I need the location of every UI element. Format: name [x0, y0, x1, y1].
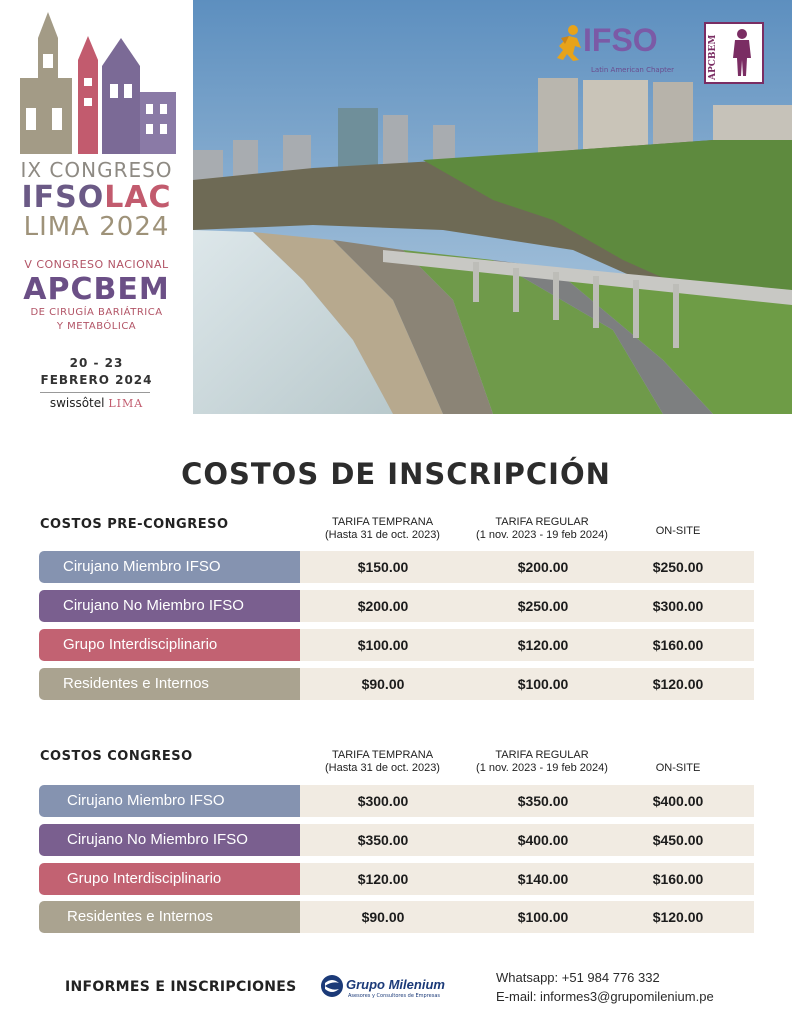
apcbem-logo-text: APCBEM	[708, 34, 718, 80]
row-category: Cirujano Miembro IFSO	[39, 551, 300, 583]
price-onsite: $450.00	[652, 832, 704, 848]
lima-coast-photo	[193, 0, 792, 414]
hotel-divider	[40, 392, 150, 393]
price-early: $120.00	[357, 871, 409, 887]
price-early: $200.00	[357, 598, 409, 614]
price-regular: $100.00	[517, 909, 569, 925]
hotel-name	[0, 396, 193, 410]
row-category: Cirujano No Miembro IFSO	[39, 590, 300, 622]
congress-city-year: LIMA 2024	[23, 212, 170, 242]
congress-edition: IX CONGRESO	[20, 158, 173, 182]
row-category: Grupo Interdisciplinario	[39, 629, 300, 661]
event-dates-days: 20 - 23	[69, 356, 124, 370]
column-header-early-label: TARIFA TEMPRANA	[331, 516, 434, 528]
price-regular: $120.00	[517, 637, 569, 653]
column-header-onsite: ON-SITE	[655, 762, 701, 774]
ifso-logo-text: IFSO	[583, 22, 658, 58]
price-onsite: $120.00	[652, 909, 704, 925]
column-header-early-note: (Hasta 31 de oct. 2023)	[325, 529, 440, 541]
row-category: Cirujano Miembro IFSO	[39, 785, 300, 817]
apcbem-logo	[704, 22, 764, 84]
price-regular: $140.00	[517, 871, 569, 887]
lima-skyline-illustration	[18, 8, 178, 156]
apcbem-name: APCBEM	[23, 272, 170, 307]
price-early: $350.00	[357, 832, 409, 848]
column-header-regular-note: (1 nov. 2023 - 19 feb 2024)	[476, 529, 608, 541]
ifso-logo	[555, 22, 690, 82]
row-category: Grupo Interdisciplinario	[39, 863, 300, 895]
price-onsite: $120.00	[652, 676, 704, 692]
price-onsite: $300.00	[652, 598, 704, 614]
price-early: $90.00	[361, 676, 405, 692]
column-header-regular	[467, 749, 617, 775]
column-header-regular-note: (1 nov. 2023 - 19 feb 2024)	[476, 762, 608, 774]
price-regular: $400.00	[517, 832, 569, 848]
column-header-early	[315, 516, 450, 542]
national-congress-label: V CONGRESO NACIONAL	[24, 258, 169, 271]
grupo-milenium-tagline: Asesores y Consultores de Empresas	[348, 993, 440, 999]
hotel-city: LIMA	[108, 397, 144, 410]
apcbem-subtitle-2: Y METABÓLICA	[56, 321, 137, 332]
congress-name-lac: LAC	[104, 180, 172, 215]
price-regular: $250.00	[517, 598, 569, 614]
price-early: $150.00	[357, 559, 409, 575]
price-regular: $100.00	[517, 676, 569, 692]
congress-name	[0, 180, 193, 215]
human-figure-icon	[726, 28, 758, 78]
price-onsite: $160.00	[652, 637, 704, 653]
row-category: Residentes e Internos	[39, 668, 300, 700]
column-header-regular-label: TARIFA REGULAR	[495, 749, 589, 761]
column-header-early-note: (Hasta 31 de oct. 2023)	[325, 762, 440, 774]
grupo-milenium-emblem-icon	[320, 974, 344, 998]
grupo-milenium-logo	[320, 972, 460, 1004]
grupo-milenium-name: Grupo Milenium	[346, 977, 445, 992]
column-header-regular	[467, 516, 617, 542]
congress-brand-panel	[0, 0, 193, 414]
row-category: Cirujano No Miembro IFSO	[39, 824, 300, 856]
column-header-early	[315, 749, 450, 775]
price-onsite: $250.00	[652, 559, 704, 575]
whatsapp-contact[interactable]: Whatsapp: +51 984 776 332	[496, 970, 660, 985]
section-title-pre-congress: COSTOS PRE-CONGRESO	[40, 517, 229, 532]
price-early: $300.00	[357, 793, 409, 809]
price-early: $100.00	[357, 637, 409, 653]
apcbem-subtitle-1: DE CIRUGÍA BARIÁTRICA	[30, 307, 163, 318]
event-dates-month: FEBRERO 2024	[40, 373, 153, 387]
runner-icon	[555, 24, 585, 62]
price-regular: $200.00	[517, 559, 569, 575]
price-regular: $350.00	[517, 793, 569, 809]
email-contact[interactable]: E-mail: informes3@grupomilenium.pe	[496, 989, 714, 1004]
column-header-onsite: ON-SITE	[655, 525, 701, 537]
column-header-regular-label: TARIFA REGULAR	[495, 516, 589, 528]
congress-name-ifso: IFSO	[21, 180, 105, 215]
section-title-congress: COSTOS CONGRESO	[40, 749, 193, 764]
row-category: Residentes e Internos	[39, 901, 300, 933]
price-early: $90.00	[361, 909, 405, 925]
ifso-logo-subtitle: Latin American Chapter	[591, 66, 675, 74]
column-header-early-label: TARIFA TEMPRANA	[331, 749, 434, 761]
page-title: COSTOS DE INSCRIPCIÓN	[181, 457, 611, 491]
price-onsite: $400.00	[652, 793, 704, 809]
price-onsite: $160.00	[652, 871, 704, 887]
hotel-brand: swissôtel	[49, 396, 105, 410]
info-registration-label: INFORMES E INSCRIPCIONES	[65, 979, 297, 995]
